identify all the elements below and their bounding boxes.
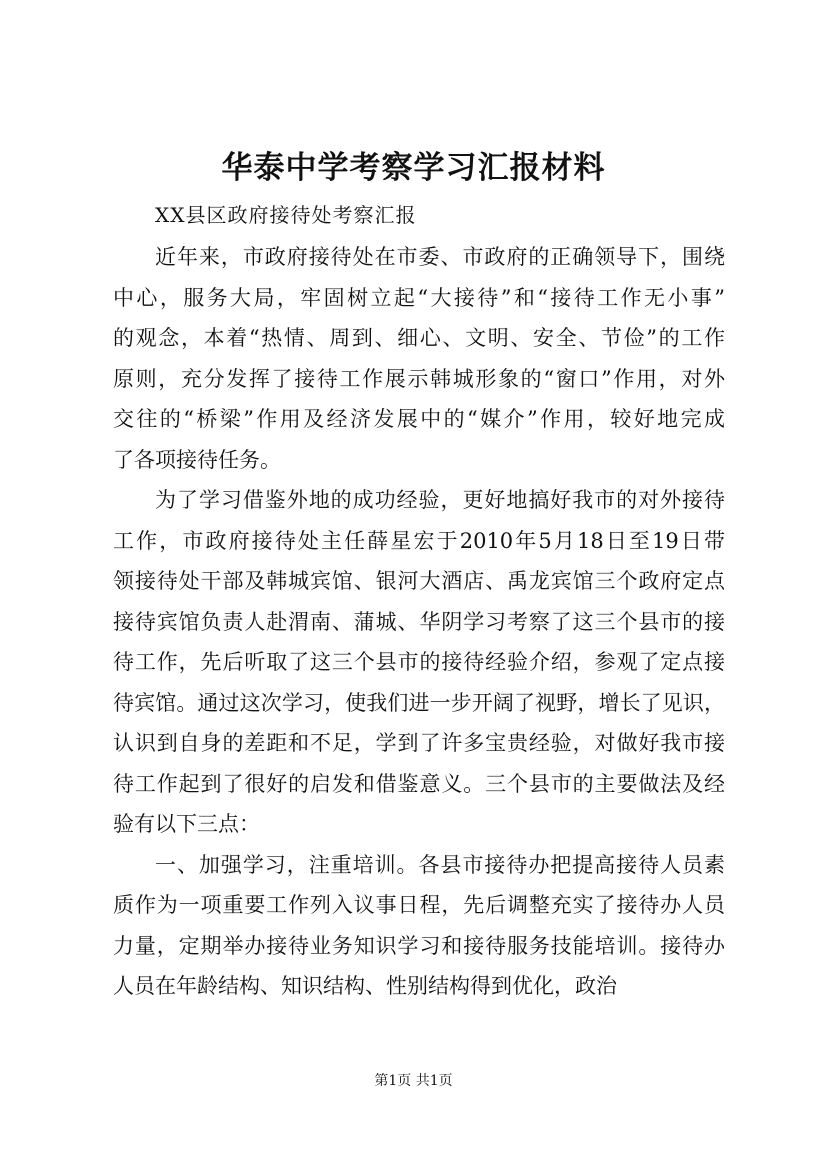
document-title: 华泰中学考察学习汇报材料 (221, 150, 606, 186)
paragraph-line: 待工作起到了很好的启发和借鉴意义。三个县市的主要做法及经 (113, 771, 725, 796)
document-subtitle: XX县区政府接待处考察汇报 (155, 203, 417, 227)
paragraph-line: 认识到自身的差距和不足，学到了许多宝贵经验，对做好我市接 (113, 731, 725, 755)
document-body (113, 237, 725, 1007)
paragraph-line: 质作为一项重要工作列入议事日程，先后调整充实了接待办人员 (113, 893, 725, 917)
paragraph-line: 接待宾馆负责人赴渭南、蒲城、华阴学习考察了这三个县市的接 (113, 609, 725, 634)
paragraph-line: 了各项接待任务。 (113, 447, 281, 472)
paragraph-line: 近年来，市政府接待处在市委、市政府的正确领导下，围绕 (155, 245, 725, 269)
paragraph-line: 原则，充分发挥了接待工作展示韩城形象的“窗口”作用，对外 (113, 366, 725, 391)
paragraph-line: 领接待处干部及韩城宾馆、银河大酒店、禹龙宾馆三个政府定点 (113, 569, 725, 593)
paragraph-line: 力量，定期举办接待业务知识学习和接待服务技能培训。接待办 (113, 933, 725, 958)
paragraph-line: 一、加强学习，注重培训。各县市接待办把提高接待人员素 (155, 852, 725, 877)
paragraph-line: 验有以下三点： (113, 812, 260, 836)
paragraph-line: 人员在年龄结构、知识结构、性别结构得到优化，政治 (113, 974, 617, 998)
paragraph-line: 待工作，先后听取了这三个县市的接待经验介绍，参观了定点接 (113, 650, 725, 674)
paragraph-line: 工作，市政府接待处主任薛星宏于2010年5月18日至19日带 (113, 528, 725, 553)
paragraph-line: 为了学习借鉴外地的成功经验，更好地搞好我市的对外接待 (155, 488, 725, 512)
paragraph-line: 的观念，本着“热情、周到、细心、文明、安全、节俭”的工作 (113, 326, 725, 350)
page-footer: 第1页 共1页 (374, 1073, 453, 1089)
paragraph-line: 交往的“桥梁”作用及经济发展中的“媒介”作用，较好地完成 (113, 407, 725, 431)
paragraph-line: 中心，服务大局，牢固树立起“大接待”和“接待工作无小事” (113, 285, 725, 310)
paragraph-line: 待宾馆。通过这次学习，使我们进一步开阔了视野，增长了见识， (113, 690, 725, 715)
